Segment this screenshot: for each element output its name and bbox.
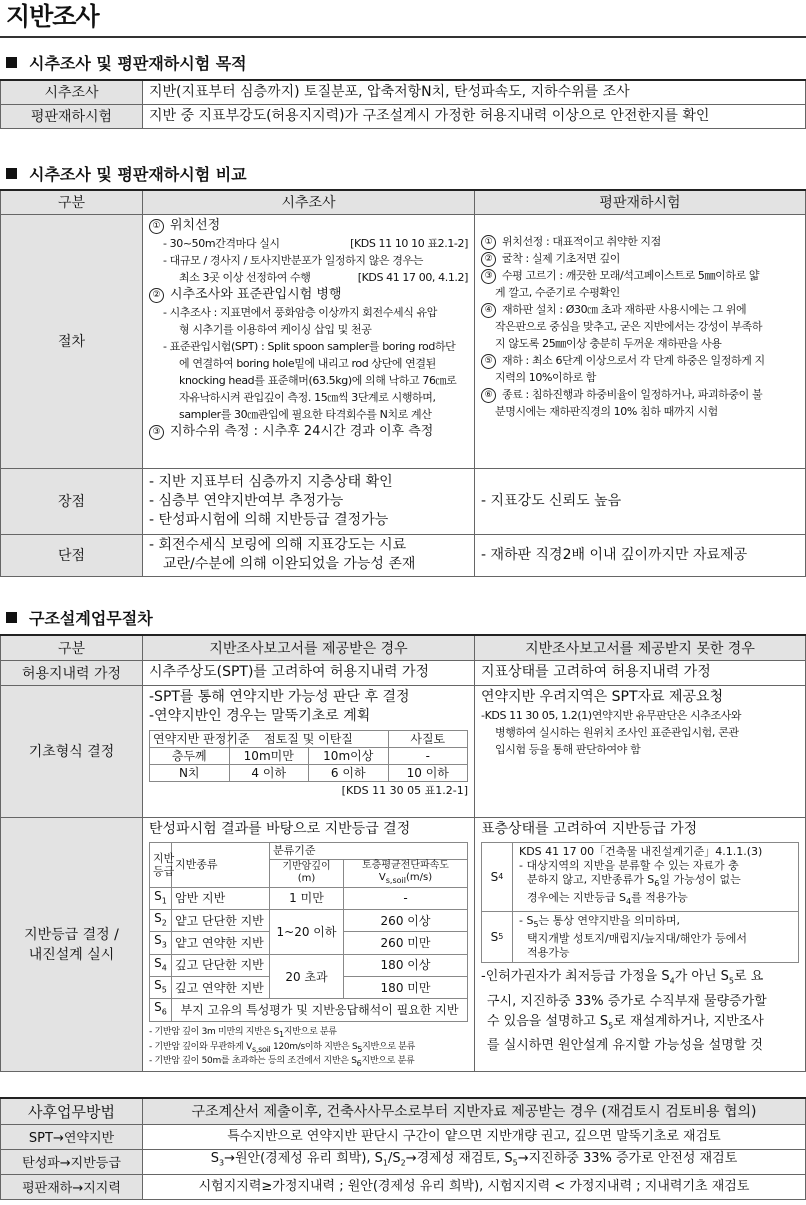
site-class-table xyxy=(149,842,468,1022)
purpose-table xyxy=(0,79,806,129)
circle-number: ④ xyxy=(481,303,496,318)
table-header-row xyxy=(1,1098,806,1124)
grade-cell: $S_6$ xyxy=(150,999,172,1021)
row-label: 사후업무방법 xyxy=(1,1098,143,1124)
boring-procedure: ① 위치선정 - 30~50m간격마다 실시 [KDS 11 10 10 표2.1-2] - 대규모 / 경사지 / 토사지반분포가 일정하지 않은 경우는 최소 3곳 이상 선정하여 수행 [KDS 41 17 00, 4.1.2] ② 시추조사와 표준관입시험 병행 - 시추조사 : 지표면에서 풍화암층 이상까지 회전수세식 유압 형 시추기를 이용하여 케이싱 삽입 및 천공 - 표준관입시험(SPT) : Split spoon sampler를 boring rod하단 에 연결하여 boring hole밑에 내리고 rod 상단에 연결된 knocking head를 표준해머(63.5kg)에 의해 낙하고 76㎝로 자유낙하시켜 관입깊이 측정. 15㎝씩 3단계로 시행하며, sampler를 30㎝관입에 필요한 타격회수를 N치로 계산 ③ 지하수위 측정 : 시추후 24시간 경과 이후 측정 xyxy=(143,214,475,468)
circle-number: ⑥ xyxy=(481,388,496,403)
grade-cell: $S_3$ xyxy=(150,932,172,954)
boring-cons: - 회전수세식 보링에 의해 지표강도는 시료 교란/수분에 의해 이완되었을 가능성 존재 xyxy=(143,534,475,576)
section-heading-compare: 시추조사 및 평판재하시험 비교 xyxy=(6,165,247,185)
row-text: 지반 중 지표부강도(허용지지력)가 구조설계시 가정한 허용지내력 이상으로 안전한지를 확인 xyxy=(143,104,806,128)
table-row xyxy=(1,660,806,685)
section-heading-purpose: 시추조사 및 평판재하시험 목적 xyxy=(6,54,247,74)
criteria-cell: 10m미만 xyxy=(229,747,309,764)
s4-label: S 4 xyxy=(482,843,513,911)
s5-label: S 5 xyxy=(482,912,513,962)
compare-table xyxy=(0,189,806,577)
row-label: SPT→연약지반 xyxy=(1,1124,143,1149)
plate-procedure: ① 위치선정 : 대표적이고 취약한 지점 ② 굴착 : 실제 기초저면 깊이 ③ 수평 고르기 : 깨끗한 모래/석고페이스트로 5㎜이하로 얇 게 깔고, 수준기로 수평확인 ④ 재하판 설치 : Ø30㎝ 초과 재하판 사용시에는 그 위에 작은판으로 중심을 맞추고, 굳은 지반에서는 강성이 부족하 지 않도록 25㎜이상 충분히 두꺼운 재하판을 사용 ⑤ 재하 : 최소 6단계 이상으로서 각 단계 하중은 일정하게 지 지력의 10%이하로 함 ⑥ 종료 : 침하진행과 하중비율이 일정하거나, 파괴하중이 불 분명시에는 재하판직경의 10% 침하 때까지 시험 xyxy=(475,214,806,468)
grade-with-report: 탄성파시험 결과를 바탕으로 지반등급 결정 지반 등급 지반종류 분류기준 기반암깊이 (m) 토층평균전단파속도 $V_{s,soil}(m/s)$ $S_1$ 암반 지반 1 미만 - $S_2$ 얕고 단단한 지반 1~20 이하 260 이상 $S_3$ 얕고 연약한 지반 260 미만 $S_4$ 깊고 단단한 지반 20 초과 180 이상 $S_5$ 깊고 연약한 지반 180 미만 $S_6$ 부지 고유의 특성평가 및 지반응답해석이 필요한 지반 - 기반암 깊이 3m 미만의 지반은 $S_1$지반으로 분류 - 기반암 깊이와 무관하게 $V_{s,soil}$ 120m/s이하 지반은 $S_5$지반으로 분류 - 기반암 깊이 50m를 초과하는 등의 조건에서 지반은 $S_6$지반으로 분류 xyxy=(143,817,475,1071)
circle-number: ① xyxy=(481,235,496,250)
square-bullet-icon xyxy=(6,168,17,179)
square-bullet-icon xyxy=(6,57,17,68)
plate-cons: - 재하판 직경2배 이내 깊이까지만 자료제공 xyxy=(475,534,806,576)
grade-without-report: 표층상태를 고려하여 지반등급 가정 S 4 KDS 41 17 00「건축물 내진설계기준」4.1.1.(3) - 대상지역의 지반을 분류할 수 있는 자료가 충 분하지 않고, 지반종류가 $S_6$일 가능성이 없는 경우에는 지반등급 $S_4$를 적용가능 S 5 - $S_5$는 통상 연약지반을 의미하며, 택지개발 성토지/매립지/늪지대/해안가 등에서 적용가능 -인허가권자가 최저등급 가정을 $S_4$가 아닌 $S_5$로 요 구시, 지진하중 33% 증가로 수직부재 물량증가할 수 있음을 설명하고 $S_5$로 재설계하거나, 지반조사 를 실시하면 원안설계 유지할 가능성을 설명할 것 xyxy=(475,817,806,1071)
circle-number: ② xyxy=(149,288,164,303)
row-text: 지반(지표부터 심층까지) 토질분포, 압축저항N치, 탄성파속도, 지하수위를 조사 xyxy=(143,80,806,104)
s5-box: S 5 - $S_5$는 통상 연약지반을 의미하며, 택지개발 성토지/매립지/늪지대/해안가 등에서 적용가능 xyxy=(481,912,799,963)
criteria-cell: N치 xyxy=(150,764,230,781)
boring-pros: - 지반 지표부터 심층까지 지층상태 확인 - 심층부 연약지반여부 추정가능 - 탄성파시험에 의해 지반등급 결정가능 xyxy=(143,468,475,534)
criteria-header: 점토질 및 이탄질 xyxy=(229,730,388,747)
table-row xyxy=(1,468,806,534)
table-row: $S_2$ 얕고 단단한 지반 1~20 이하 260 이상 xyxy=(150,909,468,931)
s4-box: S 4 KDS 41 17 00「건축물 내진설계기준」4.1.1.(3) - 대상지역의 지반을 분류할 수 있는 자료가 충 분하지 않고, 지반종류가 $S_6$일 가능성이 없는 경우에는 지반등급 $S_4$를 적용가능 xyxy=(481,842,799,912)
row-label: 평판재하시험 xyxy=(1,104,143,128)
structural-table xyxy=(0,634,806,1072)
circle-number: ⑤ xyxy=(481,354,496,369)
col-header: 평판재하시험 xyxy=(475,190,806,214)
foundation-with-report: -SPT를 통해 연약지반 가능성 판단 후 결정 -연약지반인 경우는 말뚝기초로 계획 연약지반 판정기준 점토질 및 이탄질 사질토 층두께 10m미만 10m이상 - N치 4 이하 6 이하 10 이하 [KDS 11 30 05 표1.2-1] xyxy=(143,685,475,817)
criteria-header: 분류기준 xyxy=(270,842,468,859)
criteria-cell: 층두께 xyxy=(150,747,230,764)
row-label: 기초형식 결정 xyxy=(1,685,143,817)
criteria-cell: 10 이하 xyxy=(388,764,468,781)
table-row xyxy=(1,1174,806,1199)
row-label: 장점 xyxy=(1,468,143,534)
table-header-row xyxy=(1,190,806,214)
criteria-cell: 4 이하 xyxy=(229,764,309,781)
plate-pros: - 지표강도 신뢰도 높음 xyxy=(475,468,806,534)
grade-cell: $S_5$ xyxy=(150,977,172,999)
foundation-without-report: 연약지반 우려지역은 SPT자료 제공요청 -KDS 11 30 05, 1.2(1)연약지반 유무판단은 시추조사와 병행하여 실시하는 원위치 조사인 표준관입시험, 콘관 입시험 등을 통해 판단하여야 함 xyxy=(475,685,806,817)
row-text: 시험지지력≥가정지내력 ; 원안(경제성 유리 희박), 시험지지력 < 가정지내력 ; 지내력기초 재검토 xyxy=(143,1174,806,1199)
row-label: 지반등급 결정 / 내진설계 실시 xyxy=(1,817,143,1071)
reference: [KDS 11 30 05 표1.2-1] xyxy=(341,783,468,797)
title-divider xyxy=(0,36,806,38)
table-header-row xyxy=(1,635,806,660)
col-header: 지반조사보고서를 제공받지 못한 경우 xyxy=(475,635,806,660)
col-header: 시추조사 xyxy=(143,190,475,214)
table-row xyxy=(1,214,806,468)
criteria-cell: 6 이하 xyxy=(309,764,389,781)
col-header: 구분 xyxy=(1,190,143,214)
criteria-header: 연약지반 판정기준 xyxy=(150,730,230,747)
circle-number: ③ xyxy=(149,425,164,440)
table-row: $S_3$ 얕고 연약한 지반 260 미만 xyxy=(150,932,468,954)
grade-cell: $S_1$ xyxy=(150,887,172,909)
table-row: $S_6$ 부지 고유의 특성평가 및 지반응답해석이 필요한 지반 xyxy=(150,999,468,1021)
col-header: 지반조사보고서를 제공받은 경우 xyxy=(143,635,475,660)
row-text: 지표상태를 고려하여 허용지내력 가정 xyxy=(475,660,806,685)
criteria-cell: 10m이상 xyxy=(309,747,389,764)
table-row: $S_4$ 깊고 단단한 지반 20 초과 180 이상 xyxy=(150,954,468,976)
page-title: 지반조사 xyxy=(6,2,99,31)
criteria-cell: - xyxy=(388,747,468,764)
row-label: 시추조사 xyxy=(1,80,143,104)
table-row xyxy=(1,1149,806,1174)
grade-cell: $S_4$ xyxy=(150,954,172,976)
row-label: 절차 xyxy=(1,214,143,468)
square-bullet-icon xyxy=(6,612,17,623)
row-label: 허용지내력 가정 xyxy=(1,660,143,685)
table-row xyxy=(1,685,806,817)
row-text: $S_3\to$원안(경제성 유리 희박), $S_1/S_2\to$경제성 재검토, $S_5\to$지진하중 33% 증가로 안전성 재검토 xyxy=(143,1149,806,1174)
row-label: 평판재하→지지력 xyxy=(1,1174,143,1199)
circle-number: ② xyxy=(481,252,496,267)
table-row xyxy=(1,104,806,128)
type-header: 지반종류 xyxy=(172,842,270,887)
circle-number: ③ xyxy=(481,269,496,284)
circle-number: ① xyxy=(149,219,164,234)
grade-cell: $S_2$ xyxy=(150,909,172,931)
table-row xyxy=(1,817,806,1071)
vs-header: 토층평균전단파속도 $V_{s,soil}(m/s)$ xyxy=(344,859,468,887)
grade-advice: -인허가권자가 최저등급 가정을 $S_4$가 아닌 $S_5$로 요 구시, 지진하중 33% 증가로 수직부재 물량증가할 수 있음을 설명하고 $S_5$로 재설계하거나, 지반조사 를 실시하면 원안설계 유지할 가능성을 설명할 것 xyxy=(481,969,767,1054)
row-text: 특수지반으로 연약지반 판단시 구간이 얕으면 지반개량 권고, 깊으면 말뚝기초로 재검토 xyxy=(143,1124,806,1149)
table-row: $S_1$ 암반 지반 1 미만 - xyxy=(150,887,468,909)
table-row: $S_5$ 깊고 연약한 지반 180 미만 xyxy=(150,977,468,999)
section-heading-structural: 구조설계업무절차 xyxy=(6,609,153,629)
row-label: 탄성파→지반등급 xyxy=(1,1149,143,1174)
table-row xyxy=(1,534,806,576)
follow-up-table xyxy=(0,1097,806,1200)
site-class-notes: - 기반암 깊이 3m 미만의 지반은 $S_1$지반으로 분류 - 기반암 깊이와 무관하게 $V_{s,soil}$ 120m/s이하 지반은 $S_5$지반으로 분류 - 기반암 깊이 50m를 초과하는 등의 조건에서 지반은 $S_6$지반으로 분류 xyxy=(149,1026,416,1069)
criteria-header: 사질토 xyxy=(388,730,468,747)
depth-header: 기반암깊이 (m) xyxy=(270,859,344,887)
soft-ground-criteria-table xyxy=(149,730,468,782)
row-text: 구조계산서 제출이후, 건축사사무소로부터 지반자료 제공받는 경우 (재검토시 검토비용 협의) xyxy=(143,1098,806,1124)
row-label: 단점 xyxy=(1,534,143,576)
col-header: 구분 xyxy=(1,635,143,660)
table-row xyxy=(1,1124,806,1149)
grade-header: 지반 등급 xyxy=(150,842,172,887)
table-row xyxy=(1,80,806,104)
row-text: 시추주상도(SPT)를 고려하여 허용지내력 가정 xyxy=(143,660,475,685)
